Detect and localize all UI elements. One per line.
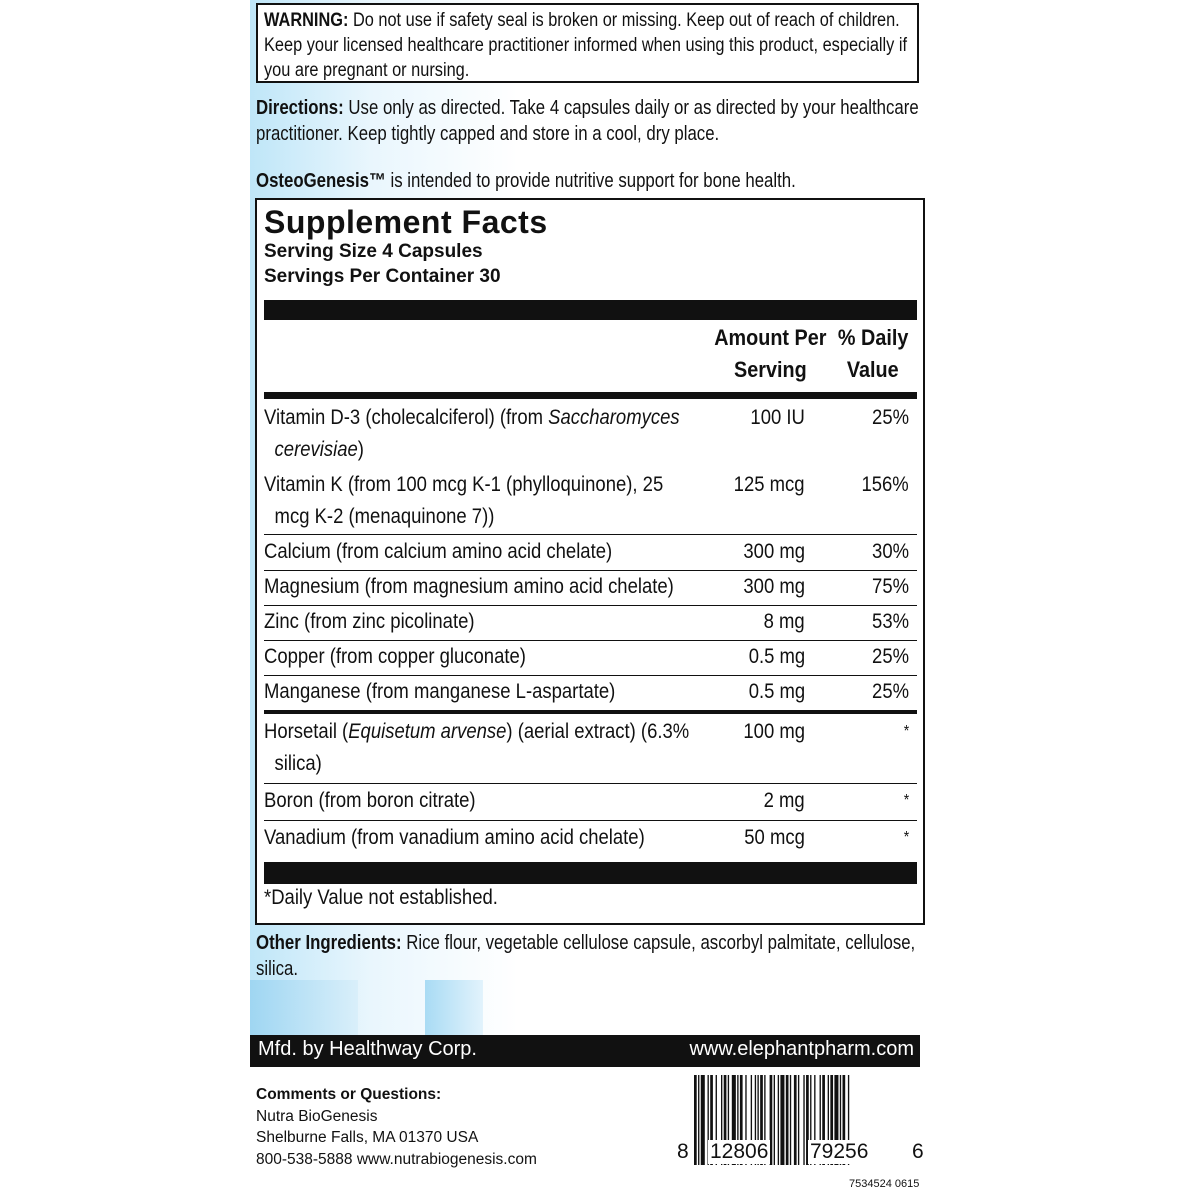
- barcode-bar: [698, 1075, 699, 1165]
- table-row: [264, 571, 917, 606]
- nutrient-amount: 0.5 mg: [748, 680, 805, 703]
- barcode-bar: [794, 1075, 797, 1165]
- barcode-group-1: 12806: [710, 1140, 769, 1163]
- barcode-bar: [701, 1075, 705, 1165]
- footnote: *Daily Value not established.: [264, 886, 498, 909]
- nutrient-dv: *: [903, 723, 909, 740]
- nutrient-dv: 75%: [872, 575, 909, 598]
- facts-title: Supplement Facts: [264, 204, 548, 240]
- directions-text: Use only as directed. Take 4 capsules daily or as directed by your healthcare practitioner. Keep tightly capped and store in a cool, dry place.: [256, 97, 919, 145]
- nutrient-name: Vitamin D-3 (cholecalciferol) (from Saccharomyces cerevisiae): [264, 406, 680, 461]
- barcode-bar: [774, 1075, 775, 1165]
- amount-header: [705, 322, 835, 386]
- barcode-bar: [790, 1075, 791, 1165]
- product-name: OsteoGenesis™: [256, 170, 386, 192]
- nutrient-name: Copper (from copper gluconate): [264, 645, 526, 668]
- row-divider: [264, 534, 917, 536]
- nutrient-dv: *: [903, 792, 909, 809]
- nutrient-amount: 2 mg: [763, 789, 805, 812]
- table-row: [264, 716, 917, 784]
- barcode-bar: [778, 1075, 779, 1165]
- nutrient-amount: 8 mg: [763, 610, 805, 633]
- nutrient-dv: 53%: [872, 610, 909, 633]
- other-ingredients-label: Other Ingredients:: [256, 932, 402, 954]
- nutrient-name: Manganese (from manganese L-aspartate): [264, 680, 616, 703]
- barcode-right-digit: 6: [912, 1140, 924, 1163]
- supplement-facts-panel: [255, 198, 925, 925]
- thick-divider-header: [264, 392, 917, 399]
- table-row: [264, 822, 917, 858]
- manufacturer: Mfd. by Healthway Corp.: [258, 1038, 477, 1060]
- nutrient-name: Magnesium (from magnesium amino acid chelate): [264, 575, 674, 598]
- nutrient-dv: 25%: [872, 680, 909, 703]
- intended-use: [256, 168, 1046, 194]
- contact-heading: Comments or Questions:: [256, 1086, 442, 1103]
- nutrient-amount: 50 mcg: [744, 826, 805, 849]
- barcode-bar: [780, 1075, 784, 1165]
- thick-row-divider: [264, 710, 917, 714]
- barcode-bar: [786, 1075, 789, 1165]
- barcode-bar: [803, 1075, 804, 1165]
- dv-header: [829, 322, 917, 386]
- company-name: Nutra BioGenesis: [256, 1107, 378, 1125]
- phone-web: 800-538-5888 www.nutrabiogenesis.com: [256, 1150, 537, 1168]
- dv-header-2: Value: [847, 357, 899, 382]
- nutrient-name: Vanadium (from vanadium amino acid chelate): [264, 826, 645, 849]
- amount-header-2: Serving: [733, 357, 807, 382]
- intended-text: is intended to provide nutritive support for bone health.: [385, 170, 796, 192]
- nutrient-name: Boron (from boron citrate): [264, 789, 476, 812]
- other-ingredients: [256, 930, 1046, 982]
- table-row: [264, 606, 917, 641]
- table-row: [264, 402, 917, 468]
- directions: [256, 95, 1046, 147]
- blue-block-2: [425, 980, 483, 1035]
- company-address: Shelburne Falls, MA 01370 USA: [256, 1129, 479, 1146]
- table-row: [264, 676, 917, 714]
- directions-label: Directions:: [256, 97, 344, 119]
- nutrient-amount: 100 mg: [743, 720, 805, 743]
- dv-header-1: % Daily: [837, 325, 909, 350]
- warning-box: [256, 3, 919, 83]
- nutrient-dv: *: [903, 829, 909, 846]
- barcode-bar: [694, 1075, 697, 1165]
- barcode-left-digit: 8: [677, 1140, 689, 1163]
- nutrient-dv: 156%: [861, 473, 909, 496]
- barcode-bar: [798, 1075, 799, 1165]
- nutrient-amount: 100 IU: [750, 406, 805, 429]
- nutrient-name: Vitamin K (from 100 mcg K-1 (phylloquinone), 25 mcg K-2 (menaquinone 7)): [264, 473, 664, 528]
- nutrient-dv: 25%: [872, 406, 909, 429]
- table-row: [264, 469, 917, 535]
- contact-info: [256, 1084, 537, 1170]
- lot-code: 7534524 0615: [849, 1178, 920, 1190]
- warning-text: Do not use if safety seal is broken or missing. Keep out of reach of children. Keep your licensed healthcare practitioner informed when using this product, especially if you are pregnant or nursing.: [264, 10, 908, 81]
- row-divider: [264, 783, 917, 785]
- table-row: [264, 785, 917, 821]
- serving-size: Serving Size 4 Capsules: [264, 241, 483, 262]
- blue-block-1: [250, 980, 358, 1035]
- website: www.elephantpharm.com: [689, 1038, 914, 1060]
- nutrient-name: Horsetail (Equisetum arvense) (aerial extract) (6.3% silica): [264, 720, 690, 775]
- nutrient-dv: 25%: [872, 645, 909, 668]
- other-ingredients-text: Rice flour, vegetable cellulose capsule, ascorbyl palmitate, cellulose, silica.: [256, 932, 916, 980]
- table-row: [264, 536, 917, 571]
- nutrient-amount: 300 mg: [743, 575, 805, 598]
- thick-divider-top: [264, 300, 917, 320]
- nutrient-name: Zinc (from zinc picolinate): [264, 610, 475, 633]
- manufacturer-bar: [250, 1035, 920, 1067]
- nutrient-dv: 30%: [872, 540, 909, 563]
- amount-header-1: Amount Per: [713, 325, 827, 350]
- servings-per-container: Servings Per Container 30: [264, 266, 501, 287]
- warning-label: WARNING:: [264, 10, 349, 31]
- nutrient-amount: 0.5 mg: [748, 645, 805, 668]
- row-divider: [264, 820, 917, 822]
- thick-divider-bottom: [264, 862, 917, 884]
- table-row: [264, 641, 917, 676]
- barcode-group-2: 79256: [810, 1140, 869, 1163]
- nutrient-name: Calcium (from calcium amino acid chelate): [264, 540, 613, 563]
- nutrient-amount: 300 mg: [743, 540, 805, 563]
- nutrient-amount: 125 mcg: [734, 473, 805, 496]
